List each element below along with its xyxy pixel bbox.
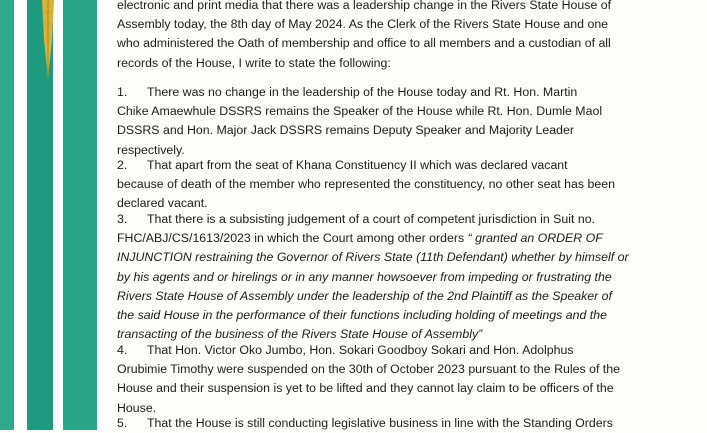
numbered-item-5 [117,414,699,433]
border-stripe-green-outer [0,0,14,430]
item-number: 4. [117,343,128,357]
item-line: That apart from the seat of Khana Constituency II which was declared vacant [147,158,568,172]
numbered-item-2 [117,156,699,214]
decorative-border [0,0,98,430]
item-line: Orubimie Timothy were suspended on the 30th of October 2023 pursuant to the Rules of the [117,362,620,377]
intro-paragraph [117,0,699,73]
numbered-item-4 [117,341,699,418]
item-line: That Hon. Victor Oko Jumbo, Hon. Sokari Goodboy Sokari and Hon. Adolphus [147,343,574,357]
court-order-quote: “ granted an ORDER OF [467,231,603,246]
court-order-quote: the said House in the performance of their functions including holding of meetings and the [117,308,607,323]
court-order-quote: INJUNCTION restraining the Governor of Rivers State (11th Defendant) whether by himself or [117,250,629,265]
item-line: House and their suspension is yet to be lifted and they cannot lay claim to be officers of the [117,381,614,396]
court-order-quote: Rivers State House of Assembly under the leadership of the 2nd Plaintiff as the Speaker of [117,288,612,303]
court-order-quote: transacting of the business of the Rivers State House of Assembly” [117,327,483,342]
numbered-item-3 [117,210,699,344]
numbered-item-1 [117,83,699,160]
intro-line: records of the House, I write to state the following: [117,55,391,70]
item-number: 1. [117,85,128,99]
item-line: DSSRS and Hon. Major Jack DSSRS remains Deputy Speaker and Majority Leader [117,123,574,138]
court-order-quote: by his agents and or hirelings or in any manner howsoever from impeding or frustrating the [117,269,612,284]
item-line: That there is a subsisting judgement of a court of competent jurisdiction in Suit no. [147,212,596,226]
item-line: declared vacant. [117,196,208,211]
intro-line: Assembly today, the 8th day of May 2024. As the Clerk of the Rivers State House and one [117,17,609,32]
letter-body [117,0,699,430]
border-stripe-white [14,0,27,430]
spear-emblem-icon [37,0,59,78]
item-line: FHC/ABJ/CS/1613/2023 in which the Court among other orders [117,231,465,246]
intro-line: who administered the Oath of membership and office to all members and a custodian of all [117,36,611,51]
item-line: House. [117,400,157,415]
item-line: because of death of the member who represented the constituency, no other seat has been [117,177,615,192]
item-line: respectively. [117,142,185,157]
item-line: There was no change in the leadership of the House today and Rt. Hon. Martin [147,85,578,99]
item-number: 2. [117,158,128,172]
item-number: 5. [117,416,128,430]
item-line: Chike Amaewhule DSSRS remains the Speaker of the House while Rt. Hon. Dumle Maol [117,104,603,119]
item-number: 3. [117,212,128,226]
border-stripe-green-inner [63,0,97,430]
item-line: That the House is still conducting legislative business in line with the Standing Orders [147,416,613,430]
intro-line: electronic and print media that there was a leadership change in the Rivers State House of [117,0,612,12]
